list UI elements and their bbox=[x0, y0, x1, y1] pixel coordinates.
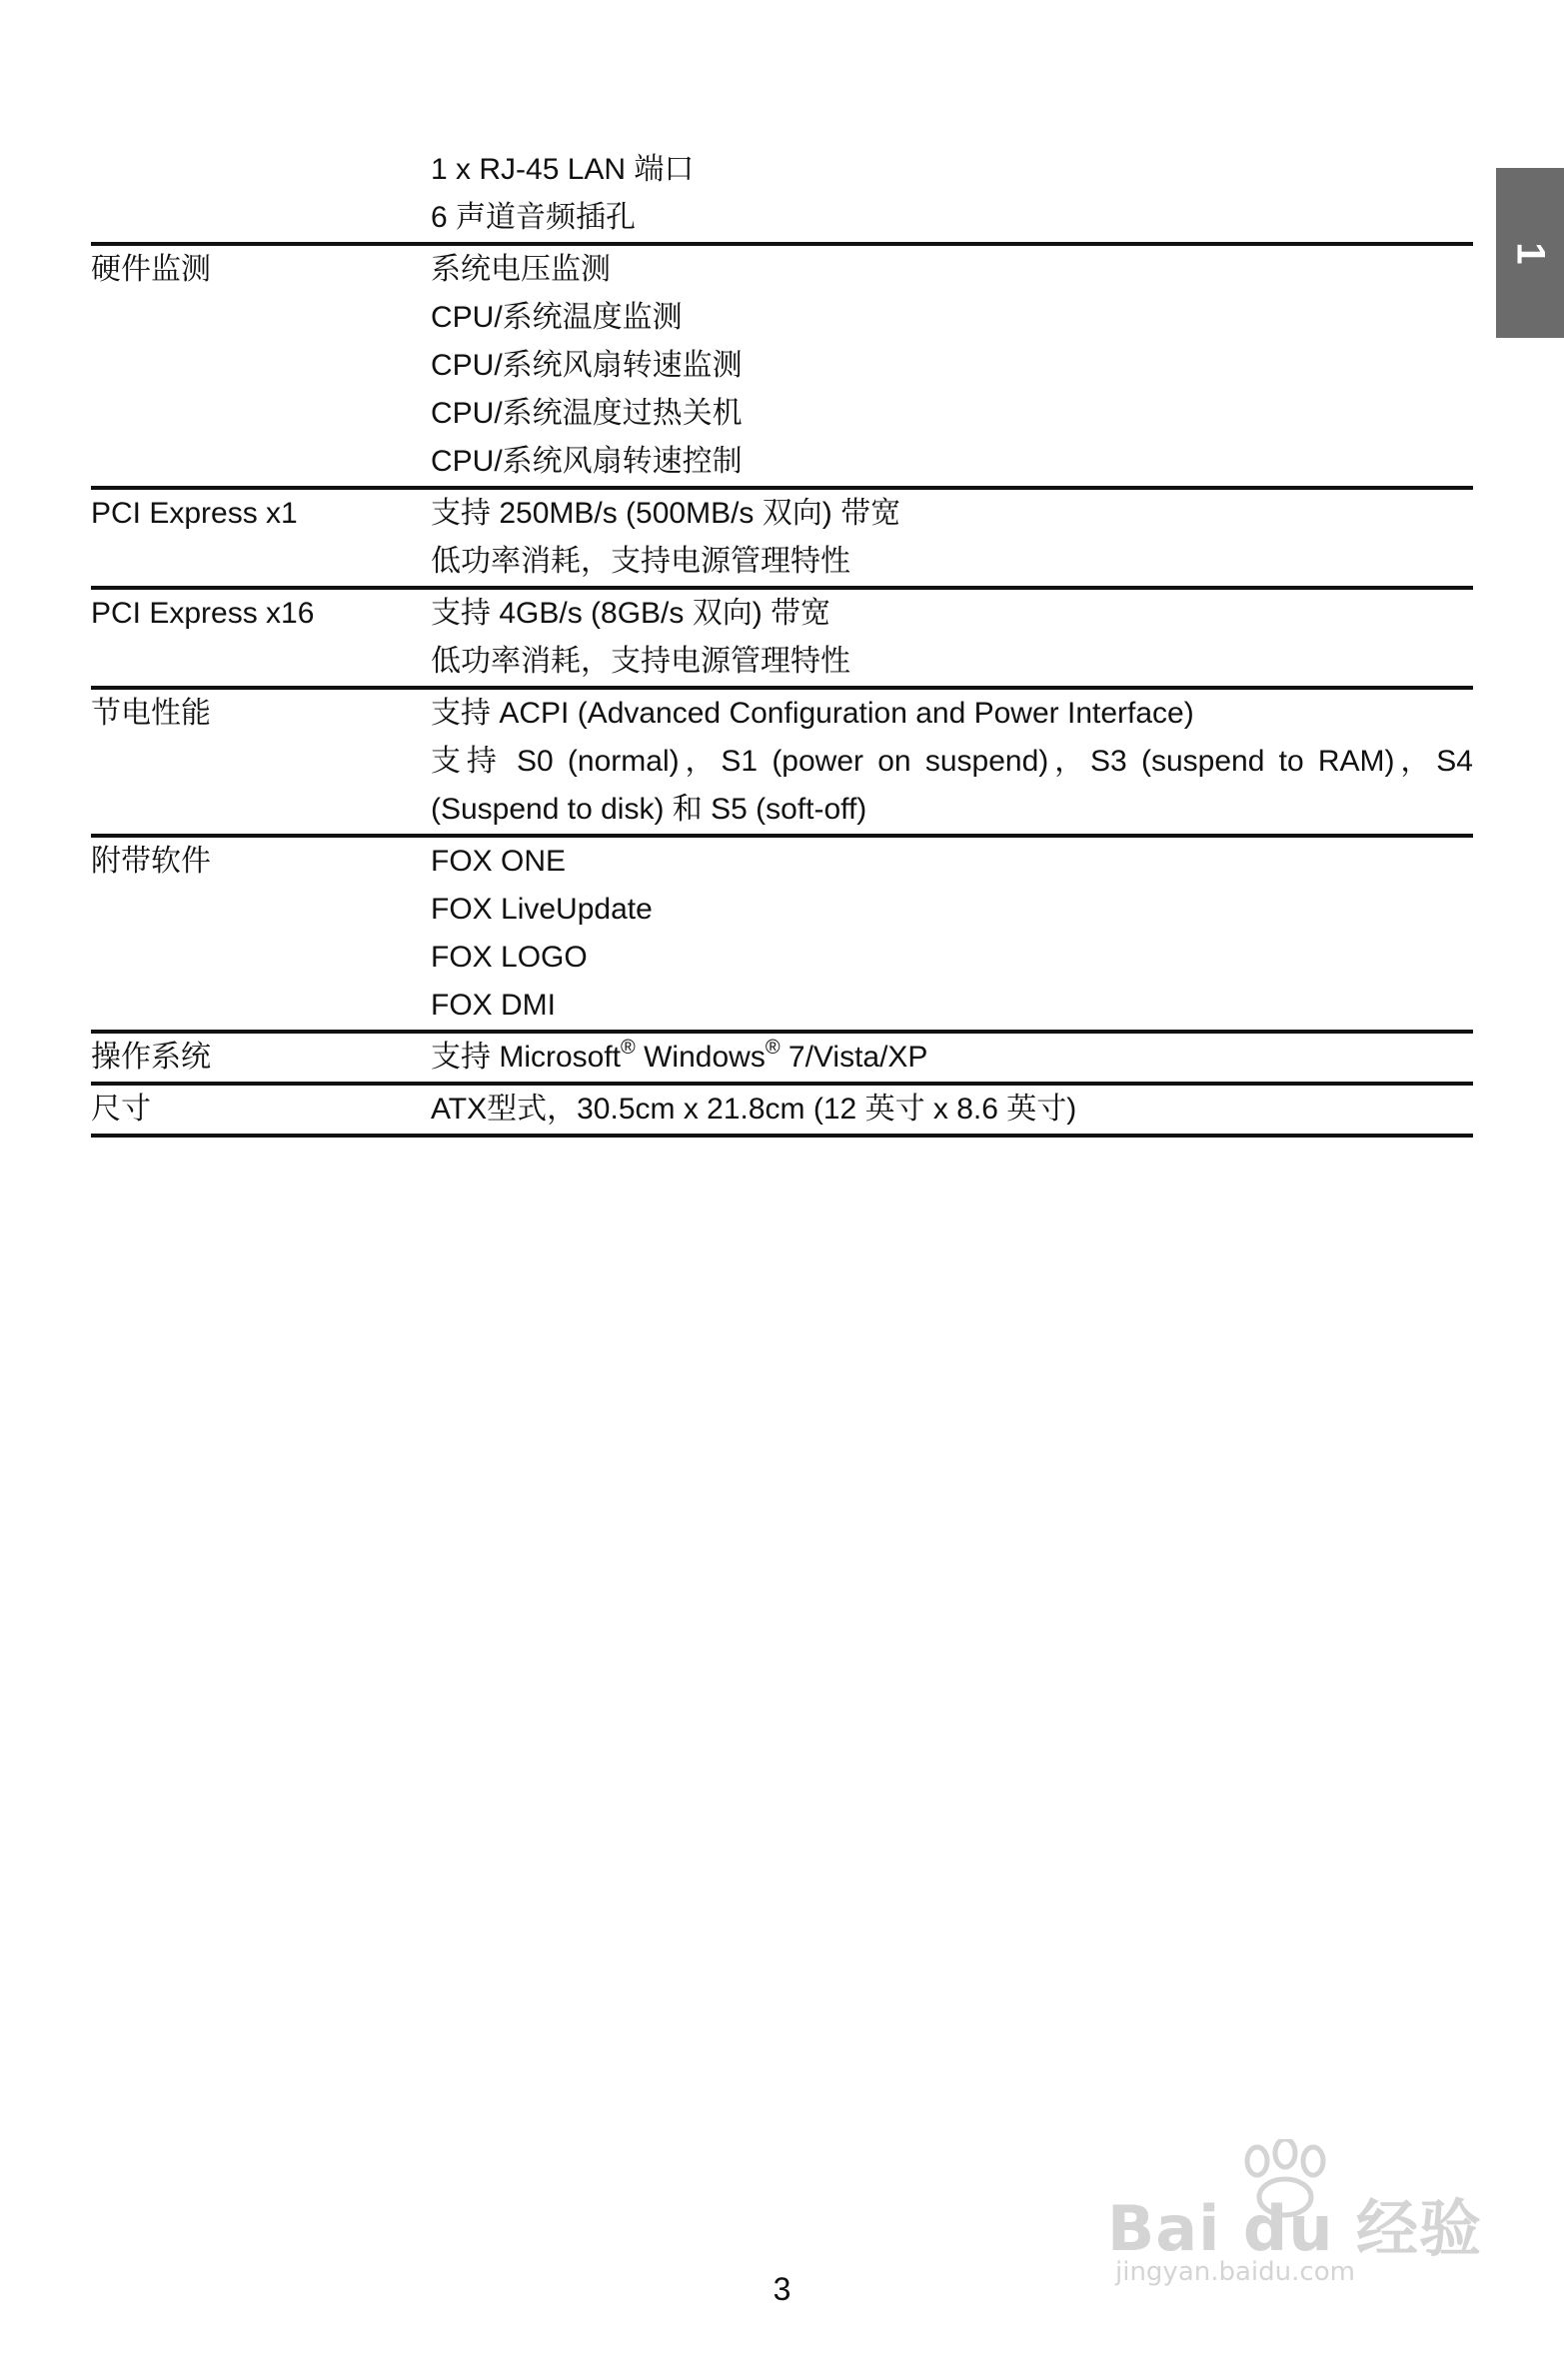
spec-row-label: 附带软件 bbox=[91, 845, 211, 878]
spec-table bbox=[91, 146, 1473, 1138]
spec-row-pcie-x1 bbox=[91, 490, 1473, 590]
spec-value: 低功率消耗，支持电源管理特性 bbox=[431, 645, 850, 678]
spec-value: CPU/系统温度过热关机 bbox=[431, 397, 743, 430]
spec-value: 系统电压监测 bbox=[431, 253, 611, 286]
spec-value: 支持 250MB/s (500MB/s 双向) 带宽 bbox=[431, 497, 901, 530]
spec-value: CPU/系统风扇转速监测 bbox=[431, 349, 743, 382]
spec-value: ATX型式，30.5cm x 21.8cm (12 英寸 x 8.6 英寸) bbox=[431, 1093, 1077, 1126]
spec-row-label: PCI Express x1 bbox=[91, 497, 298, 530]
spec-value-os bbox=[431, 1034, 1473, 1082]
spec-value: 支持 ACPI (Advanced Configuration and Power Interface) bbox=[431, 697, 1194, 730]
spec-value: 低功率消耗，支持电源管理特性 bbox=[431, 545, 850, 578]
spec-row-values bbox=[431, 1034, 1473, 1082]
spec-row-values bbox=[431, 838, 1473, 1030]
spec-row-values bbox=[431, 590, 1473, 686]
spec-row-hardware-monitor bbox=[91, 246, 1473, 490]
spec-row-label: 操作系统 bbox=[91, 1041, 211, 1074]
os-prefix: 支持 Microsoft bbox=[431, 1041, 622, 1074]
spec-row-values bbox=[431, 246, 1473, 486]
spec-value: FOX DMI bbox=[431, 989, 556, 1022]
spec-value: FOX LiveUpdate bbox=[431, 893, 653, 926]
spec-value: CPU/系统风扇转速控制 bbox=[431, 445, 743, 478]
spec-value: 1 x RJ-45 LAN 端口 bbox=[431, 153, 695, 186]
spec-row-values bbox=[431, 490, 1473, 586]
spec-row-dimensions bbox=[91, 1086, 1473, 1138]
registered-mark: ® bbox=[765, 1037, 781, 1059]
registered-mark: ® bbox=[621, 1037, 636, 1059]
spec-row-label: PCI Express x16 bbox=[91, 597, 315, 630]
spec-value: FOX ONE bbox=[431, 845, 567, 878]
spec-row-values bbox=[431, 1086, 1473, 1134]
spec-row-power-saving bbox=[91, 690, 1473, 838]
spec-row-label bbox=[91, 146, 431, 242]
watermark-brand: Bai du 经验 bbox=[1107, 2192, 1483, 2265]
page-number: 3 bbox=[773, 2271, 791, 2307]
spec-value: CPU/系统温度监测 bbox=[431, 301, 683, 334]
os-middle: Windows bbox=[635, 1041, 766, 1074]
spec-row-label: 尺寸 bbox=[91, 1093, 151, 1126]
spec-row-ports bbox=[91, 146, 1473, 246]
spec-row-os bbox=[91, 1034, 1473, 1086]
chapter-tab-label: 1 bbox=[1508, 241, 1553, 265]
baidu-watermark bbox=[1107, 2139, 1487, 2287]
chapter-tab bbox=[1496, 168, 1564, 338]
spec-row-label: 节电性能 bbox=[91, 697, 211, 730]
spec-row-values bbox=[431, 146, 1473, 242]
spec-row-values bbox=[431, 690, 1473, 834]
spec-value: FOX LOGO bbox=[431, 941, 588, 974]
spec-row-software bbox=[91, 838, 1473, 1034]
spec-value: 6 声道音频插孔 bbox=[431, 201, 637, 234]
spec-row-label: 硬件监测 bbox=[91, 253, 211, 286]
spec-value: 支持 4GB/s (8GB/s 双向) 带宽 bbox=[431, 597, 831, 630]
watermark-url: jingyan.baidu.com bbox=[1115, 2257, 1355, 2287]
os-suffix: 7/Vista/XP bbox=[780, 1041, 928, 1074]
spec-value: 支持 S0 (normal)，S1 (power on suspend)，S3 (suspend to RAM)，S4 (Suspend to disk) 和 S5 (soft-off) bbox=[431, 745, 1473, 826]
spec-row-pcie-x16 bbox=[91, 590, 1473, 690]
